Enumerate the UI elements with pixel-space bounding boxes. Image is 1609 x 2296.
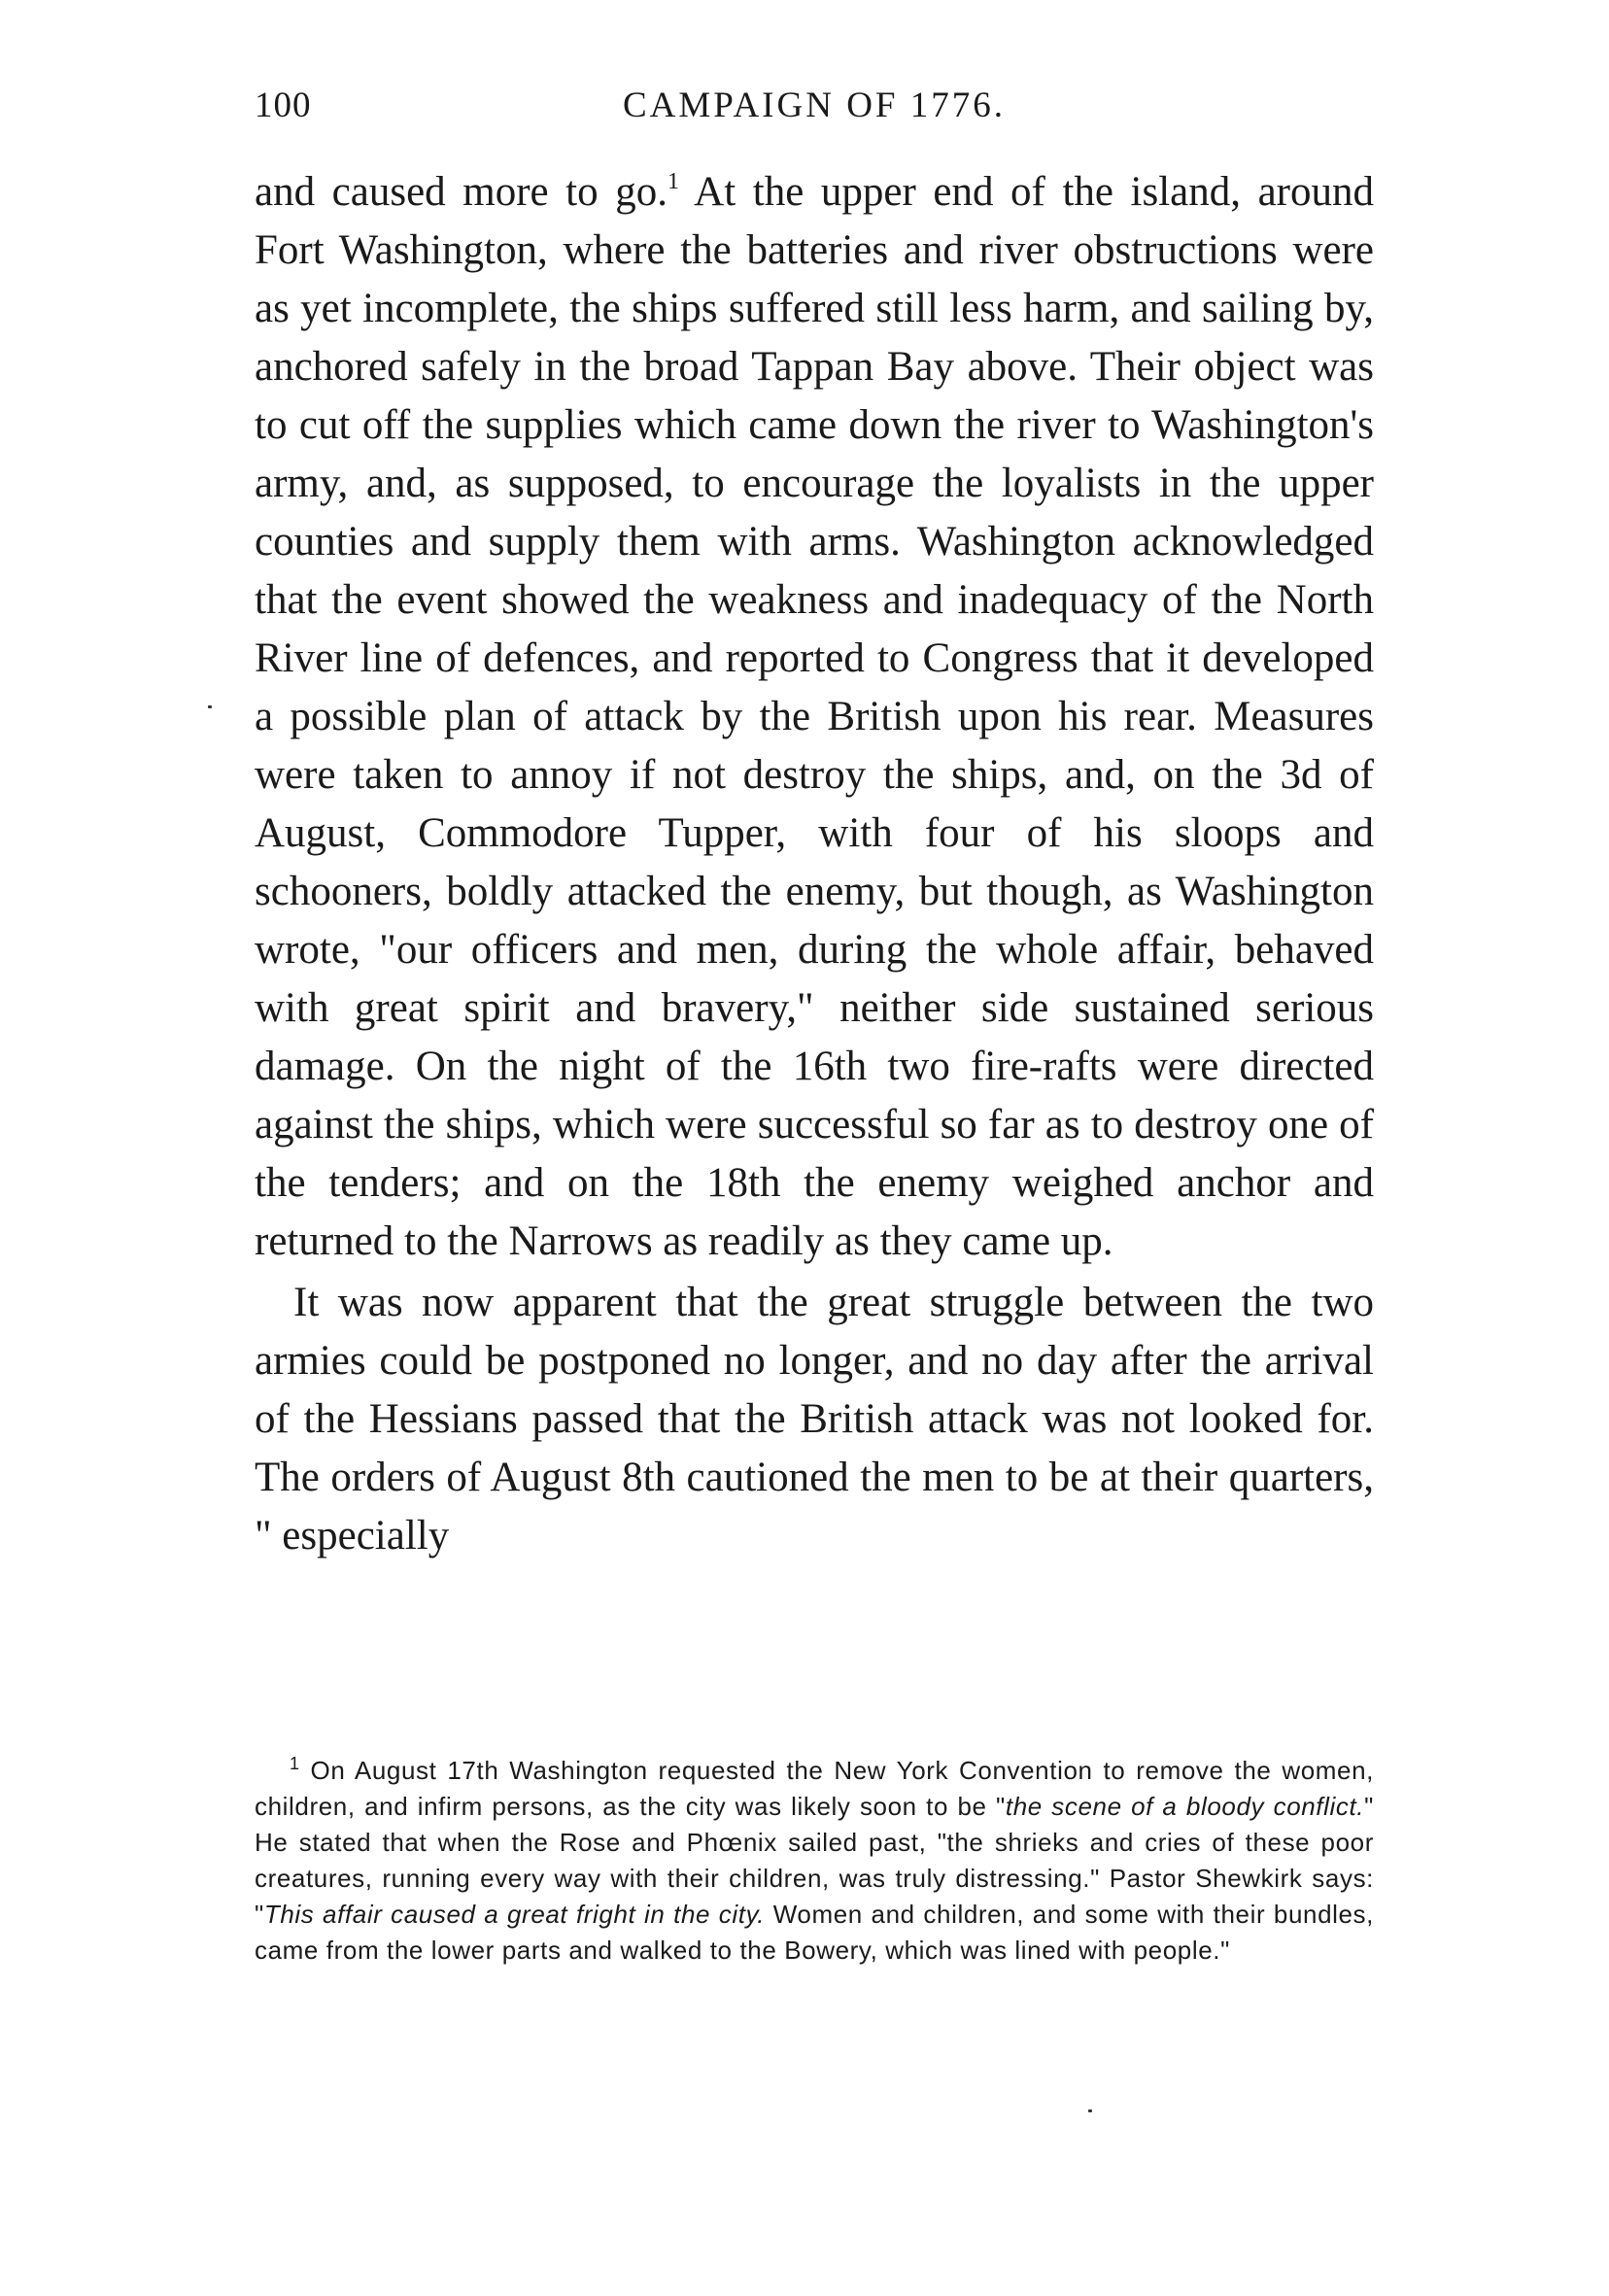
footnote-italic-quote-1: the scene of a bloody conflict. xyxy=(1005,1792,1365,1821)
footnote xyxy=(255,1753,1374,1969)
body-text xyxy=(255,163,1374,1565)
paragraph-1 xyxy=(255,163,1374,1271)
running-head xyxy=(255,82,1374,130)
footnote-reference: 1 xyxy=(667,169,679,194)
paragraph-1-text: At the upper end of the island, around Fort Washington, where the batteries and river obstructions were as yet incomplete, the ships suffered still less harm, and sailing by, anchored safely in the broad Tappan Bay above. Their object was to cut off the supplies which came down the river to Washington's army, and, as supposed, to encourage the loyalists in the upper counties and supply them with arms. Washington acknowledged that the event showed the weakness and inadequacy of the North River line of defences, and reported to Congress that it developed a possible plan of attack by the British upon his rear. Measures were taken to annoy if not destroy the ships, and, on the 3d of August, Commodore Tupper, with four of his sloops and schooners, boldly attacked the enemy, but though, as Washington wrote, "our officers and men, during the whole affair, behaved with great spirit and bravery," neither side sustained serious damage. On the night of the 16th two fire-rafts were directed against the ships, which were successful so far as to destroy one of the tenders; and on the 18th the enemy weighed anchor and returned to the Narrows as readily as they came up. xyxy=(255,169,1375,1264)
margin-speck xyxy=(208,705,212,708)
bottom-speck xyxy=(1088,2109,1092,2112)
footnote-text-1: On August 17th Washington requested the New York Convention to remove the women, children, and infirm persons, as the city was likely soon to be " xyxy=(255,1756,1374,1821)
footnote-text-3: Women and children, and some with their bundles, came from the lower parts and walked to the Bowery, which was lined with people." xyxy=(255,1900,1374,1965)
paragraph-2: It was now apparent that the great struggle between the two armies could be postponed no longer, and no day after the arrival of the Hessians passed that the British attack was not looked for. The orders of August 8th cautioned the men to be at their quarters, " especially xyxy=(255,1280,1374,1559)
running-title: CAMPAIGN OF 1776. xyxy=(622,86,1006,125)
footnote-italic-quote-2: This affair caused a great fright in the city. xyxy=(263,1900,766,1929)
footnote-text-2: " He stated that when the Rose and Phœnix sailed past, "the shrieks and cries of these poor creatures, running every way with their children, was truly distressing." Pastor Shewkirk says: " xyxy=(255,1792,1374,1929)
page-number: 100 xyxy=(255,86,312,125)
footnote-mark: 1 xyxy=(290,1754,300,1773)
paragraph-1-opening: and caused more to go. xyxy=(255,169,668,215)
